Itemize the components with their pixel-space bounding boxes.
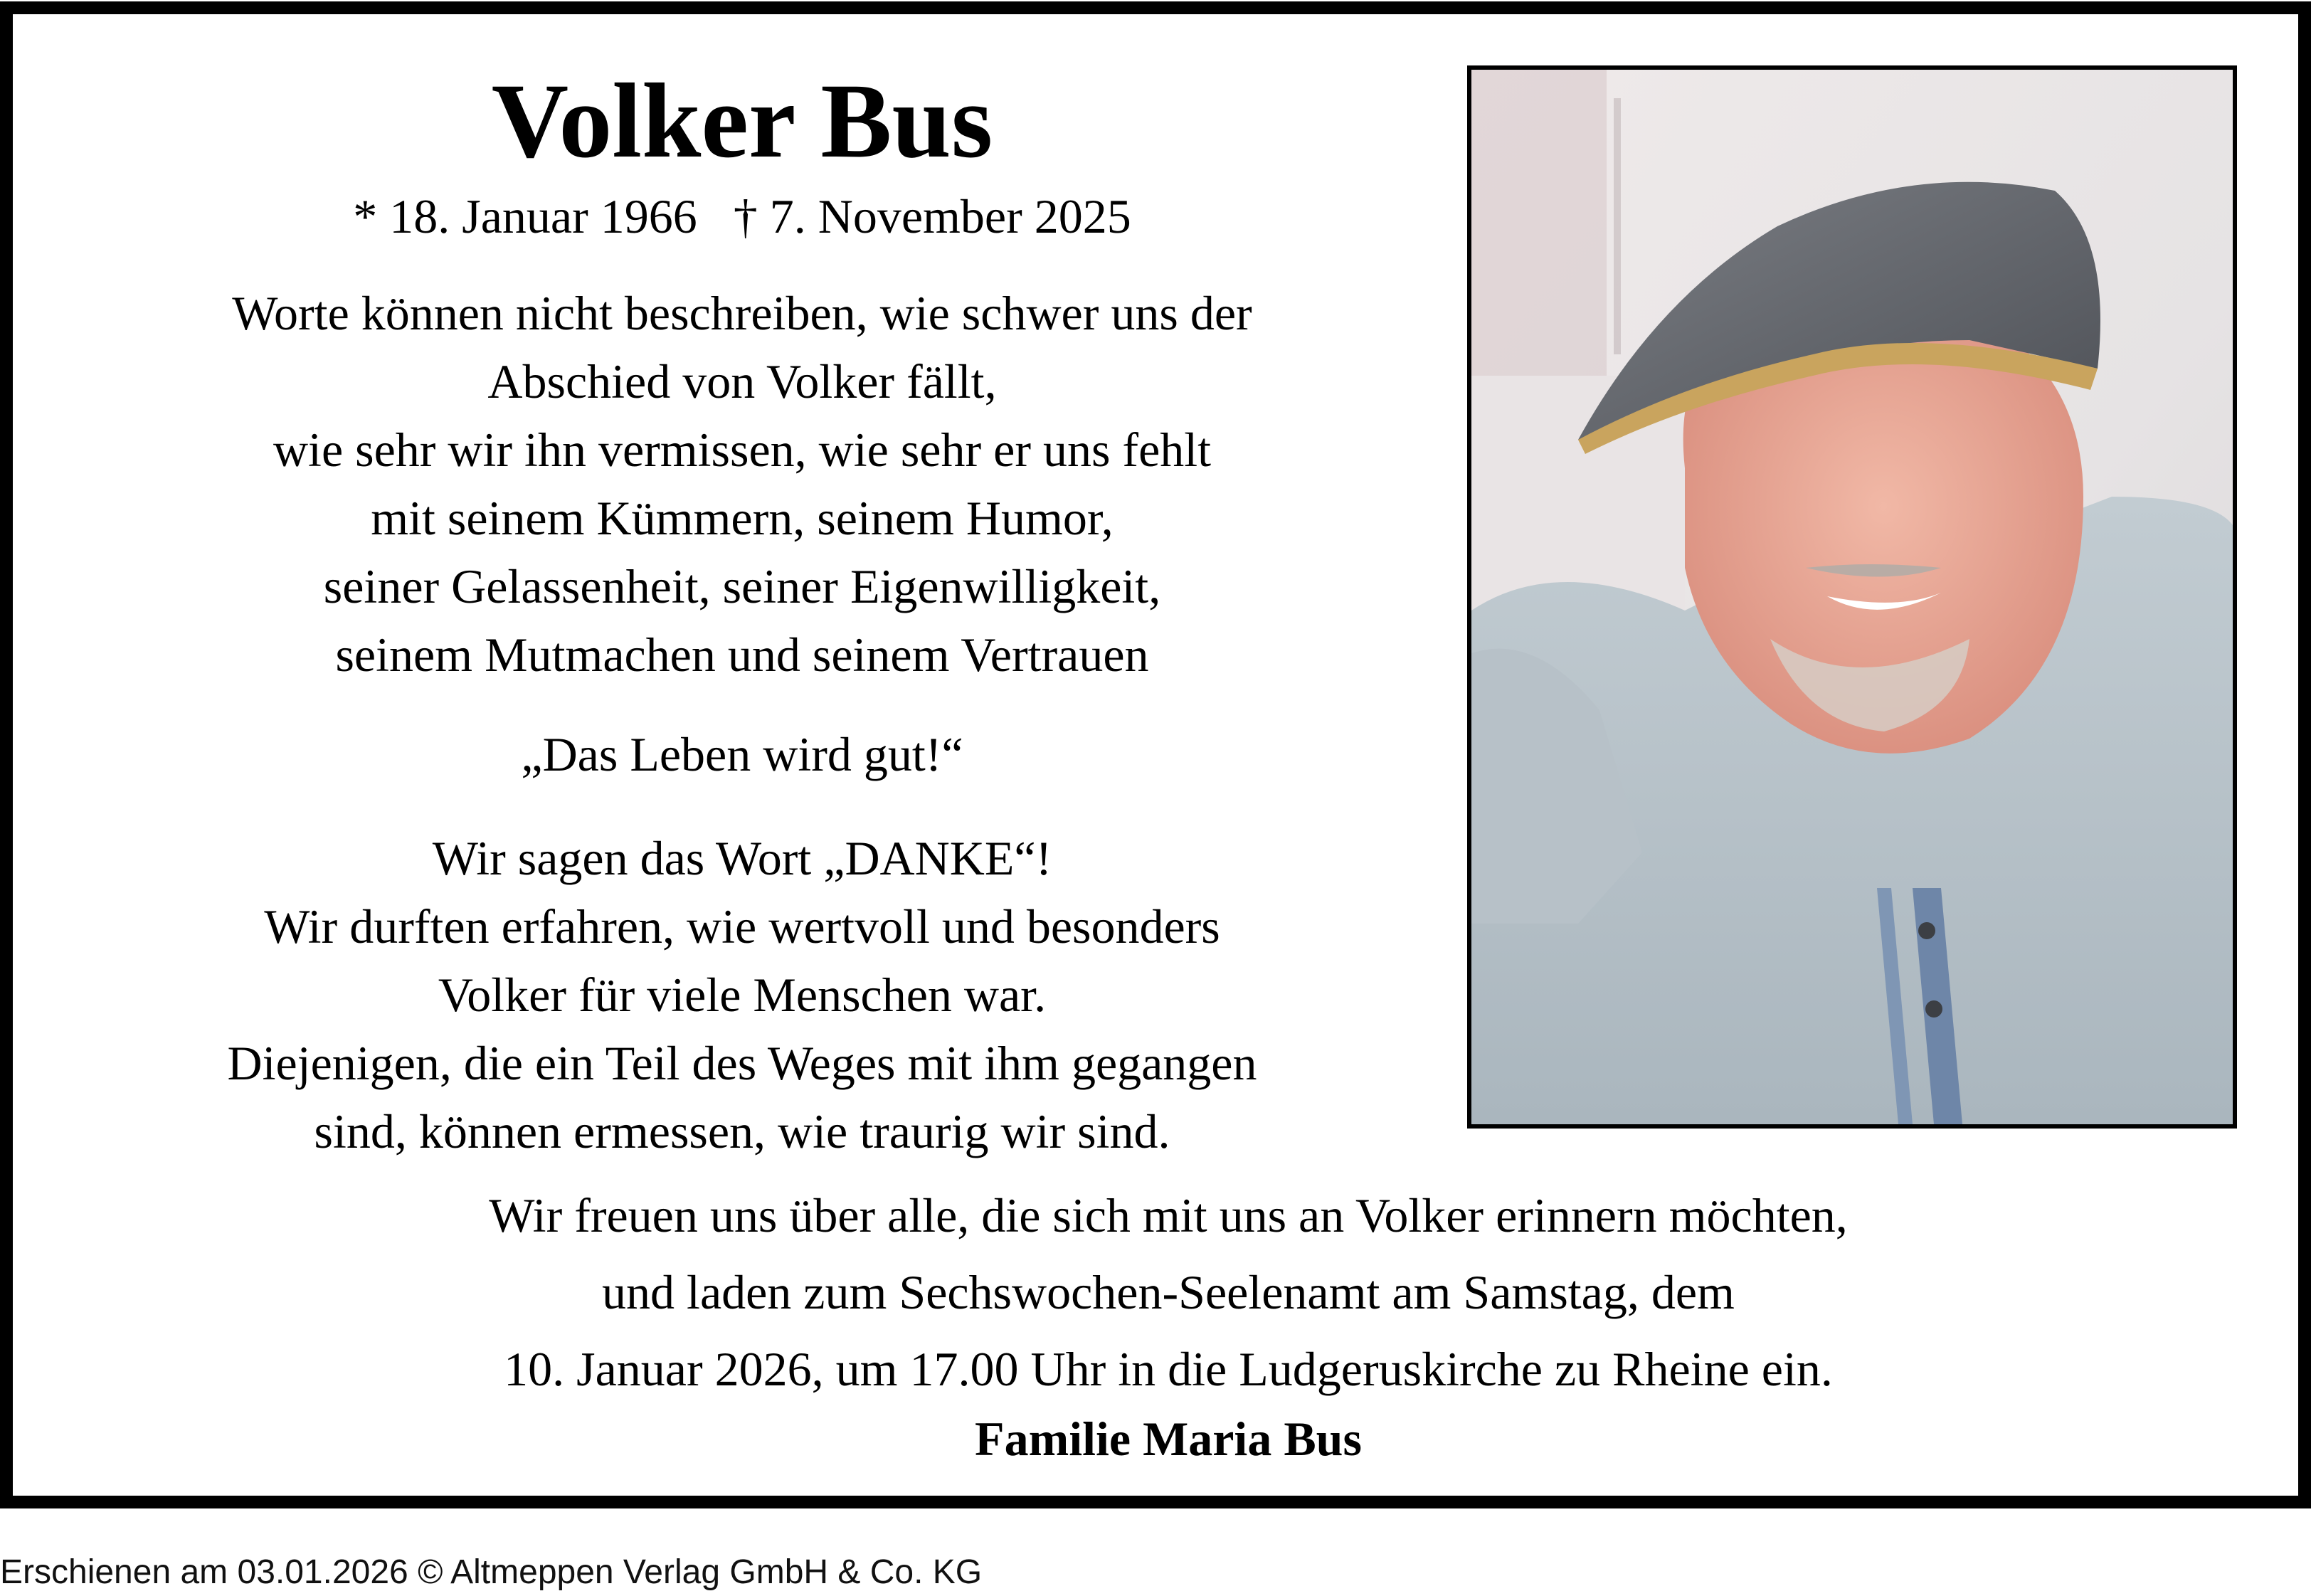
invitation-line: und laden zum Sechswochen-Seelenamt am Samstag, dem bbox=[602, 1265, 1735, 1319]
verse-line: seiner Gelassenheit, seiner Eigenwilligkeit, bbox=[323, 559, 1161, 613]
invitation-line: 10. Januar 2026, um 17.00 Uhr in die Ludgeruskirche zu Rheine ein. bbox=[504, 1342, 1833, 1396]
thanks-line: Diejenigen, die ein Teil des Weges mit ihm gegangen bbox=[227, 1036, 1257, 1090]
verse-line: seinem Mutmachen und seinem Vertrauen bbox=[335, 628, 1149, 682]
invitation-line: Wir freuen uns über alle, die sich mit uns an Volker erinnern möchten, bbox=[489, 1188, 1848, 1242]
portrait-photo bbox=[1467, 65, 2237, 1129]
thanks-block bbox=[13, 824, 1471, 1166]
verse-line: Abschied von Volker fällt, bbox=[487, 354, 997, 408]
quote-text: „Das Leben wird gut!“ bbox=[521, 727, 963, 781]
verse-line: Worte können nicht beschreiben, wie schwer uns der bbox=[232, 286, 1252, 340]
life-dates: * 18. Januar 1966 † 7. November 2025 bbox=[353, 189, 1131, 243]
portrait-image bbox=[1471, 70, 2233, 1124]
deceased-name: Volker Bus bbox=[491, 62, 993, 180]
thanks-line: Wir durften erfahren, wie wertvoll und besonders bbox=[264, 899, 1220, 953]
verse-block bbox=[13, 279, 1471, 689]
thanks-line: Wir sagen das Wort „DANKE“! bbox=[432, 831, 1052, 885]
thanks-line: Volker für viele Menschen war. bbox=[438, 968, 1047, 1022]
verse-line: mit seinem Kümmern, seinem Humor, bbox=[371, 491, 1114, 545]
family-signature: Familie Maria Bus bbox=[975, 1412, 1362, 1466]
thanks-line: sind, können ermessen, wie traurig wir sind. bbox=[314, 1104, 1170, 1158]
publication-footer: Erschienen am 03.01.2026 © Altmeppen Verlag GmbH & Co. KG bbox=[0, 1553, 983, 1591]
obituary-frame bbox=[0, 1, 2311, 1508]
invitation-block bbox=[41, 1177, 2295, 1407]
verse-line: wie sehr wir ihn vermissen, wie sehr er uns fehlt bbox=[273, 423, 1212, 477]
